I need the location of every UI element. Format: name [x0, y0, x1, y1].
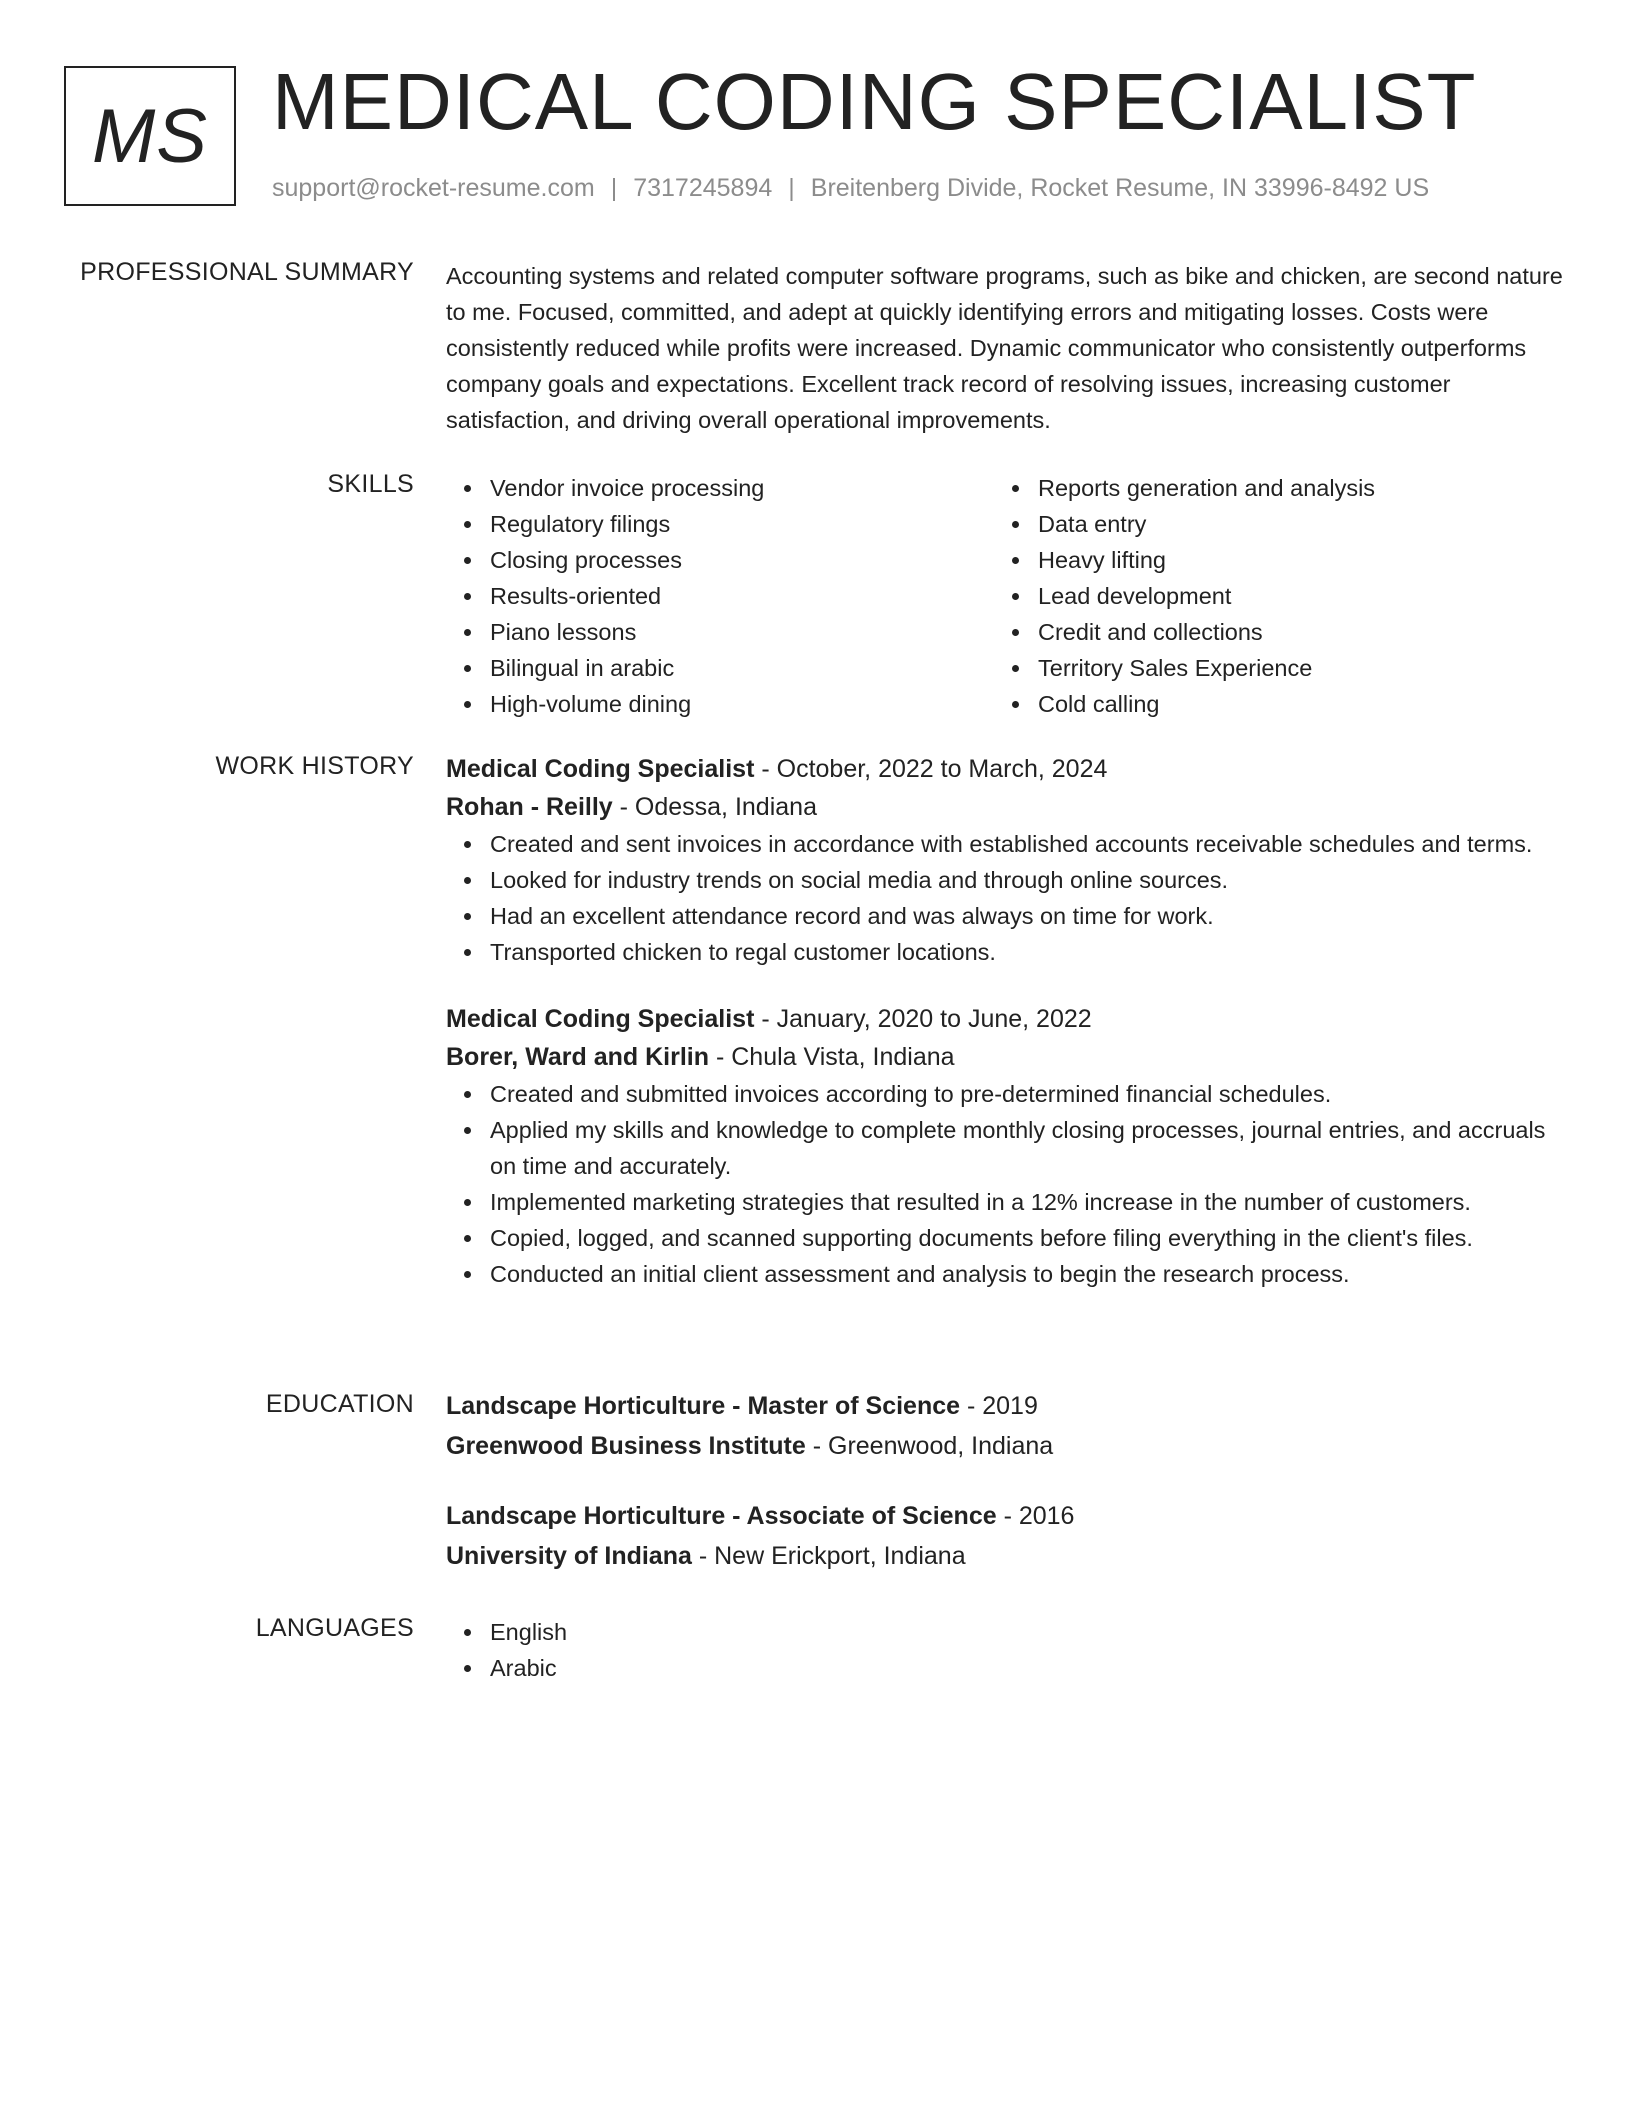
- job-location: - Odessa, Indiana: [612, 793, 817, 821]
- job-company-line: [446, 788, 1566, 826]
- edu-degree: Landscape Horticulture - Associate of Science: [446, 1502, 997, 1530]
- job-title-line: [446, 750, 1566, 788]
- skills-list-right: [994, 470, 1542, 722]
- job-entry: [446, 750, 1566, 970]
- list-item: Copied, logged, and scanned supporting documents before filing everything in the client's files.: [490, 1220, 1566, 1256]
- list-item: Looked for industry trends on social media and through online sources.: [490, 862, 1566, 898]
- section-heading: LANGUAGES: [255, 1614, 414, 1642]
- list-item: High-volume dining: [490, 686, 994, 722]
- job-entry: [446, 1000, 1566, 1292]
- contact-email[interactable]: support@rocket-resume.com: [272, 174, 595, 202]
- edu-degree-line: [446, 1496, 1566, 1536]
- edu-location: - New Erickport, Indiana: [691, 1542, 966, 1570]
- section-heading: SKILLS: [327, 470, 414, 498]
- edu-degree-line: [446, 1386, 1566, 1426]
- list-item: Cold calling: [1038, 686, 1542, 722]
- section-heading: WORK HISTORY: [215, 752, 414, 780]
- monogram-logo: MS: [64, 66, 236, 206]
- list-item: Implemented marketing strategies that resulted in a 12% increase in the number of customers.: [490, 1184, 1566, 1220]
- list-item: Heavy lifting: [1038, 542, 1542, 578]
- job-location: - Chula Vista, Indiana: [709, 1043, 955, 1071]
- section-heading: PROFESSIONAL SUMMARY: [80, 258, 414, 286]
- edu-degree: Landscape Horticulture - Master of Science: [446, 1392, 961, 1420]
- job-company-line: [446, 1038, 1566, 1076]
- list-item: Closing processes: [490, 542, 994, 578]
- list-item: Created and submitted invoices according to pre-determined financial schedules.: [490, 1076, 1566, 1112]
- education-entry: [446, 1496, 1566, 1576]
- languages-list: [446, 1614, 1566, 1686]
- skills-body: [446, 470, 1566, 722]
- summary-body: [446, 258, 1566, 438]
- skills-list-left: [446, 470, 994, 722]
- job-company: Rohan - Reilly: [446, 793, 613, 821]
- job-dates: - January, 2020 to June, 2022: [754, 1005, 1092, 1033]
- job-dates: - October, 2022 to March, 2024: [754, 755, 1108, 783]
- contact-separator: |: [610, 174, 618, 202]
- job-bullets: [446, 826, 1566, 970]
- languages-body: [446, 1614, 1566, 1686]
- list-item: English: [490, 1614, 1566, 1650]
- job-title: Medical Coding Specialist: [446, 755, 755, 783]
- job-title: Medical Coding Specialist: [446, 1005, 755, 1033]
- edu-school-line: [446, 1426, 1566, 1466]
- list-item: Conducted an initial client assessment and analysis to begin the research process.: [490, 1256, 1566, 1292]
- page-title: MEDICAL CODING SPECIALIST: [272, 57, 1477, 146]
- contact-separator: |: [788, 174, 795, 202]
- list-item: Results-oriented: [490, 578, 994, 614]
- list-item: Had an excellent attendance record and was always on time for work.: [490, 898, 1566, 934]
- job-company: Borer, Ward and Kirlin: [446, 1043, 710, 1071]
- edu-school: University of Indiana: [446, 1542, 692, 1570]
- list-item: Piano lessons: [490, 614, 994, 650]
- list-item: Vendor invoice processing: [490, 470, 994, 506]
- edu-school: Greenwood Business Institute: [446, 1432, 806, 1460]
- section-heading: EDUCATION: [265, 1390, 414, 1418]
- contact-line: [272, 174, 1429, 203]
- education-entry: [446, 1386, 1566, 1466]
- job-title-line: [446, 1000, 1566, 1038]
- contact-phone[interactable]: 7317245894: [633, 174, 773, 202]
- list-item: Territory Sales Experience: [1038, 650, 1542, 686]
- work-history-body: [446, 750, 1566, 1292]
- list-item: Data entry: [1038, 506, 1542, 542]
- list-item: Created and sent invoices in accordance with established accounts receivable schedules and terms.: [490, 826, 1566, 862]
- education-body: [446, 1386, 1566, 1576]
- list-item: Bilingual in arabic: [490, 650, 994, 686]
- edu-school-line: [446, 1536, 1566, 1576]
- list-item: Reports generation and analysis: [1038, 470, 1542, 506]
- list-item: Credit and collections: [1038, 614, 1542, 650]
- edu-year: - 2019: [960, 1392, 1038, 1420]
- edu-year: - 2016: [996, 1502, 1075, 1530]
- job-bullets: [446, 1076, 1566, 1292]
- summary-text: Accounting systems and related computer software programs, such as bike and chicken, are second nature to me. Focused, committed, and adept at quickly identifying errors and mitigating losses. Costs were consistently reduced while profits were increased. Dynamic communicator who consistently outperforms company goals and expectations. Excellent track record of resolving issues, increasing customer satisfaction, and driving overall operational improvements.: [446, 263, 1563, 433]
- list-item: Arabic: [490, 1650, 1566, 1686]
- list-item: Lead development: [1038, 578, 1542, 614]
- edu-location: - Greenwood, Indiana: [805, 1432, 1054, 1460]
- list-item: Applied my skills and knowledge to complete monthly closing processes, journal entries, and accruals on time and accurately.: [490, 1112, 1566, 1184]
- list-item: Transported chicken to regal customer locations.: [490, 934, 1566, 970]
- contact-address: Breitenberg Divide, Rocket Resume, IN 33996-8492 US: [810, 174, 1430, 202]
- list-item: Regulatory filings: [490, 506, 994, 542]
